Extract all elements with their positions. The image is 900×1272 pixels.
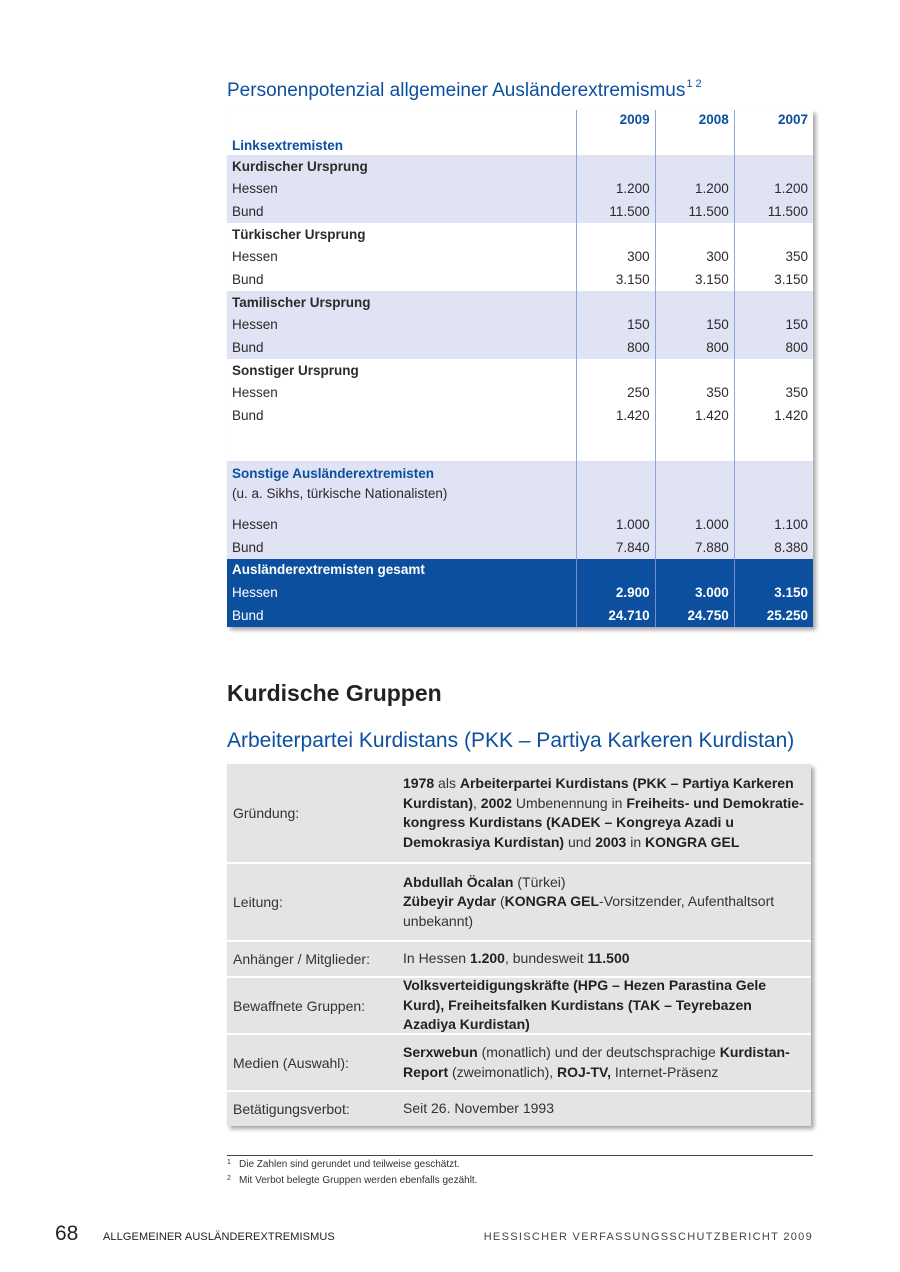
row-label: Bund bbox=[227, 337, 576, 360]
subsection-heading: Arbeiterpartei Kurdistans (PKK – Partiya Karkeren Kurdistan) bbox=[227, 729, 795, 752]
table-row bbox=[227, 246, 813, 269]
cell-value: 11.500 bbox=[576, 200, 655, 223]
cell-value: 1.420 bbox=[734, 405, 813, 428]
cell-value: 150 bbox=[655, 314, 734, 337]
cell-value: 3.000 bbox=[655, 581, 734, 604]
table-row bbox=[227, 268, 813, 291]
cell-value: 1.000 bbox=[576, 513, 655, 536]
cell-value: 7.840 bbox=[576, 536, 655, 559]
group-header-row bbox=[227, 461, 813, 513]
cell-value: 3.150 bbox=[655, 268, 734, 291]
cell-value: 350 bbox=[734, 246, 813, 269]
row-label: Bund bbox=[227, 604, 576, 627]
table-row bbox=[227, 200, 813, 223]
group-header-row bbox=[227, 155, 813, 178]
info-value: Volksverteidigungskräfte (HPG – Hezen Parastina Gele Kurd), Freiheitsfalken Kurdistans (TAK – Teyrebazen Azadiya Kurdistan) bbox=[403, 977, 767, 1033]
info-row-gruendung bbox=[227, 764, 811, 864]
table-row bbox=[227, 314, 813, 337]
table-title: Personenpotenzial allgemeiner Ausländerextremismus$^{1 2}$ bbox=[227, 78, 702, 101]
cell-value: 1.200 bbox=[734, 178, 813, 201]
group-name: Sonstiger Ursprung bbox=[227, 359, 576, 382]
table-header-row bbox=[227, 110, 813, 155]
info-row-verbot bbox=[227, 1092, 811, 1126]
year-header: 2008 bbox=[655, 110, 734, 155]
total-row bbox=[227, 581, 813, 604]
cell-value: 800 bbox=[734, 337, 813, 360]
row-label: Bund bbox=[227, 536, 576, 559]
group-header-row bbox=[227, 359, 813, 382]
row-label: Hessen bbox=[227, 382, 576, 405]
row-label: Bund bbox=[227, 268, 576, 291]
cell-value: 300 bbox=[655, 246, 734, 269]
table-title-footnote-refs: 1 2 bbox=[686, 78, 702, 90]
info-label: Bewaffnete Gruppen: bbox=[233, 997, 366, 1014]
group-note: (u. a. Sikhs, türkische Nationalisten) bbox=[232, 485, 448, 501]
cell-value: 1.200 bbox=[655, 178, 734, 201]
table-row bbox=[227, 337, 813, 360]
group-name: Kurdischer Ursprung bbox=[227, 155, 576, 178]
cell-value: 24.750 bbox=[655, 604, 734, 627]
other-group-cell bbox=[227, 461, 576, 513]
group-name: Tamilischer Ursprung bbox=[227, 291, 576, 314]
row-label: Bund bbox=[227, 405, 576, 428]
group-name-other: Sonstige Ausländerextremisten bbox=[232, 466, 435, 482]
table-row bbox=[227, 405, 813, 428]
group-header-row bbox=[227, 223, 813, 246]
cell-value: 800 bbox=[576, 337, 655, 360]
row-label: Hessen bbox=[227, 513, 576, 536]
info-row-leitung bbox=[227, 864, 811, 942]
table-row bbox=[227, 536, 813, 559]
total-header-row bbox=[227, 559, 813, 582]
info-value: Abdullah Öcalan (Türkei) Zübeyir Aydar (KONGRA GEL-Vorsitzender, Aufenthaltsort unbekannt) bbox=[403, 873, 775, 929]
year-header: 2009 bbox=[576, 110, 655, 155]
info-row-anhaenger bbox=[227, 942, 811, 978]
row-label: Bund bbox=[227, 200, 576, 223]
footnote: 1 Die Zahlen sind gerundet und teilweise geschätzt. bbox=[227, 1159, 460, 1170]
info-label: Medien (Auswahl): bbox=[233, 1054, 349, 1071]
table-row bbox=[227, 513, 813, 536]
group-header-row bbox=[227, 291, 813, 314]
cell-value: 800 bbox=[655, 337, 734, 360]
info-value: 1978 als Arbeiterpartei Kurdistans (PKK – Partiya Karkeren Kurdistan), 2002 Umbenennung in Freiheits- und Demokratiekongress Kurdistans (KADEK – Kongreya Azadi u Demokrasiya Kurdistan) und 2003 in KONGRA GEL bbox=[403, 775, 804, 850]
section-label-linksextremisten: Linksextremisten bbox=[227, 110, 576, 155]
footer-publication: HESSISCHER VERFASSUNGSSCHUTZBERICHT 2009 bbox=[483, 1231, 813, 1243]
footer-chapter: ALLGEMEINER AUSLÄNDEREXTREMISMUS bbox=[103, 1231, 335, 1243]
cell-value: 24.710 bbox=[576, 604, 655, 627]
info-label: Gründung: bbox=[233, 805, 300, 821]
footnote: 2 Mit Verbot belegte Gruppen werden ebenfalls gezählt. bbox=[227, 1175, 478, 1186]
info-value: Seit 26. November 1993 bbox=[403, 1100, 554, 1117]
extremism-statistics-table bbox=[227, 110, 813, 627]
cell-value: 150 bbox=[734, 314, 813, 337]
cell-value: 250 bbox=[576, 382, 655, 405]
table-row bbox=[227, 178, 813, 201]
info-label: Betätigungsverbot: bbox=[233, 1101, 350, 1117]
cell-value: 7.880 bbox=[655, 536, 734, 559]
cell-value: 1.100 bbox=[734, 513, 813, 536]
info-row-bewaffnet bbox=[227, 978, 811, 1035]
footnote-divider bbox=[227, 1155, 813, 1156]
cell-value: 150 bbox=[576, 314, 655, 337]
cell-value: 1.200 bbox=[576, 178, 655, 201]
cell-value: 3.150 bbox=[734, 581, 813, 604]
section-heading: Kurdische Gruppen bbox=[227, 680, 442, 706]
total-name: Ausländerextremisten gesamt bbox=[227, 559, 576, 582]
cell-value: 1.420 bbox=[576, 405, 655, 428]
info-row-medien bbox=[227, 1035, 811, 1092]
year-header: 2007 bbox=[734, 110, 813, 155]
total-row bbox=[227, 604, 813, 627]
row-label: Hessen bbox=[227, 314, 576, 337]
cell-value: 1.000 bbox=[655, 513, 734, 536]
cell-value: 11.500 bbox=[734, 200, 813, 223]
group-name: Türkischer Ursprung bbox=[227, 223, 576, 246]
page-number: 68 bbox=[55, 1222, 79, 1245]
info-value: In Hessen 1.200, bundesweit 11.500 bbox=[403, 950, 630, 967]
cell-value: 1.420 bbox=[655, 405, 734, 428]
cell-value: 3.150 bbox=[576, 268, 655, 291]
cell-value: 8.380 bbox=[734, 536, 813, 559]
spacer-row bbox=[227, 427, 813, 461]
cell-value: 300 bbox=[576, 246, 655, 269]
cell-value: 3.150 bbox=[734, 268, 813, 291]
cell-value: 350 bbox=[655, 382, 734, 405]
cell-value: 11.500 bbox=[655, 200, 734, 223]
row-label: Hessen bbox=[227, 246, 576, 269]
cell-value: 25.250 bbox=[734, 604, 813, 627]
row-label: Hessen bbox=[227, 178, 576, 201]
cell-value: 2.900 bbox=[576, 581, 655, 604]
table-row bbox=[227, 382, 813, 405]
pkk-info-table bbox=[227, 764, 811, 1126]
info-value: Serxwebun (monatlich) und der deutschsprachige Kurdistan-Report (zweimonatlich), ROJ-TV, Internet-Präsenz bbox=[403, 1044, 790, 1080]
info-label: Leitung: bbox=[233, 894, 283, 910]
info-label: Anhänger / Mitglieder: bbox=[233, 951, 370, 967]
row-label: Hessen bbox=[227, 581, 576, 604]
cell-value: 350 bbox=[734, 382, 813, 405]
